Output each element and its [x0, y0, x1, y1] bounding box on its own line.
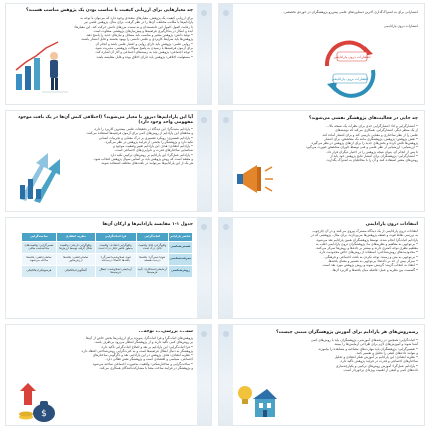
text-line: • پارادایم تفسیری: رویکرد تفسیری بر درک معنایی و تجربیات انسانی	[98, 135, 193, 140]
page-heading: رضه‌روش‌های هر پارادایم برای آموزش پژوهشگران مبتنی چیست؟	[276, 330, 418, 335]
page-ribbon	[219, 111, 233, 211]
text-line: و محققان این پارادایم از روش‌های کمی برای آزمون فرضیه‌ها استفاده می‌کنند.	[85, 131, 193, 136]
text-line: • محدودیت‌های روش‌شناختی: استفاده از روش‌های خاص محدودیت دارد.	[318, 250, 418, 255]
table-cell: واقع‌گرایی تاریخی: واقعیت شکل گرفته توسط ارزش‌ها	[56, 241, 95, 253]
text-line: هر یک از این پارادایم‌ها می‌توانند در بافت‌های مختلف استفاده شوند.	[100, 161, 193, 166]
text-line: برای آزمون فرضیه‌ها یا رسیدن به پاسخ سوالات پژوهشی، مدیریت شود.	[94, 46, 193, 51]
text-line: • روایی علمی: پژوهش باید دارای روایی و اعتبار علمی باشد و انجام آن	[95, 41, 193, 46]
text-line: بر روش‌های کمی تأکید دارند و از پژوهشگر انتظار می‌رود بی‌طرف باشد.	[94, 340, 193, 345]
page-heading: سه...، بررسی...، توجه...	[138, 329, 193, 334]
text-line: • ساخت‌گرایی و ساختارشکنی: واقعیت به‌صورت اجتماعی ساخته می‌شود	[92, 361, 193, 366]
text-line: برای ارزیابی کیفیت یک پژوهش، معیارهای متعددی وجود دارد که می‌توان با توجه به	[80, 16, 193, 20]
text-line: • تولید دانش: پژوهش معتبر و مناسب باید مسائل و نیازهای جدید را پاسخ دهد،	[85, 33, 193, 38]
money-bag-growth-icon	[14, 383, 60, 423]
page-ribbon	[219, 4, 233, 104]
page-heading: چه جایی در فعالیت‌های پژوهشگر نقشی می‌شوند؟	[308, 116, 418, 121]
table-header-cell: عناصر پارادایم	[168, 233, 192, 242]
text-line: با رعایت اصول اصول این دانشمندان و به سمت مرزهای دانش حرکت کند. این معیارها:	[74, 24, 193, 29]
page-heading: انتقادات درون پارادایمی	[365, 222, 418, 227]
text-line: اجتماعی، سیاسی و اقتصادی است و پژوهشگر نقش فعالی دارد.	[105, 357, 193, 362]
text-line: و معتقد است که روش پژوهش باید بر اساس سوال پژوهش انتخاب شود.	[93, 157, 193, 162]
text-line: پژوهش‌ها تلاش کرده و بخش‌های جدید را برای ارتقای پژوهش در نظر می‌گیرد.	[310, 141, 418, 146]
presenter-chart-illustration	[12, 34, 72, 96]
page-4-right	[218, 324, 425, 426]
table-cell: گفتگویی/دیالکتیکی	[56, 265, 95, 277]
page-ribbon	[197, 4, 211, 104]
body-text	[228, 229, 418, 272]
table-cell: تعاملی/ذهنی: یافته‌ها ارزش‌محور	[56, 253, 95, 265]
text-line: • تمرکز بیش از حد بر داده‌ها: بی‌توجهی به تفسیر و معنای یافته‌ها.	[327, 259, 418, 264]
table-row-header: روش‌شناسی	[168, 265, 192, 277]
page-3-left	[5, 217, 212, 319]
text-line: و پژوهشگر در فرایند ساخت معنا با مشارکت‌کنندگان همکاری می‌کند.	[99, 366, 193, 371]
page-2-right	[218, 110, 425, 212]
page-3-right	[218, 217, 425, 319]
diagram-top-label: انتشارات درون پارادایمی	[333, 55, 371, 59]
page-heading: آیا این پارادایم‌ها دیروز با معیار می‌شوند؟ (اختلافی کنش آن‌ها در یک بافت موجود مفهومی واحد وجود دارد)	[18, 115, 193, 126]
idea-building-icon	[235, 381, 277, 421]
text-line: • توجه اجتماعی: پژوهش باید به زمینه‌های اجتماعی و آثار آن اشاره کند.	[95, 50, 193, 55]
table-header-cell: نظریه انتقادی	[56, 233, 95, 242]
text-line: • گسست بین نظریه و عمل: فاصله میان یافته‌ها و کاربرد آن‌ها.	[331, 267, 418, 272]
text-line: علمی را از نظر ساختاری و معنایی بازبینی کند و برای انتشار آماده کند.	[321, 132, 418, 137]
text-line: تا پس از انجام آن، بتوان نتیجه پژوهش را در اختیار دیگران قرار داد.	[326, 149, 418, 154]
page-1-left	[5, 3, 212, 105]
text-line: پارادایم اثبات‌گرا انجام شده، توسط پژوهشگران همین پارادایم نقد می‌شود.	[315, 237, 418, 242]
text-line: • نظریه انتقادی: این پارادایم بر آموزش تفکر انتقادی و تحلیل	[334, 355, 418, 360]
table-header-cell: فرا اثبات‌گرایی	[95, 233, 136, 242]
dollar-sign-icon: $	[41, 409, 47, 419]
text-line: پژوهش‌های اثبات‌گرا و فرا اثبات‌گرا، به‌ویژه برای ارزیابی‌ها بخش خاص از آن‌ها	[86, 336, 193, 340]
body-text	[63, 127, 193, 166]
text-line: • بی‌توجهی به متن و زمینه: توجه نکردن به بافت اجتماعی و فرهنگی.	[323, 254, 418, 259]
table-header-cell: اثبات‌گرایی	[136, 233, 168, 242]
growth-arrows-illustration	[14, 145, 68, 205]
table-cell: هرمنوتیکی/دیالکتیکی	[22, 265, 57, 277]
text-line: • پارادایم انتقادی: هدف این پارادایم تغییر وضعیت موجود و	[113, 144, 193, 149]
table-cell: آزمایشی اصلاح‌شده: ابطال فرضیه‌ها	[95, 265, 136, 277]
text-line: به بررسی نقاط قوت و ضعف پژوهش‌ها می‌پردازند. برای مثال، پژوهشی که در	[310, 233, 418, 238]
table-cell: واقع‌گرایی خام: واقعیت قابل درک است	[136, 241, 168, 253]
body-text	[43, 336, 193, 370]
text-line: • پارادایم مثبت‌گرا: این دیدگاه در تحقیقات علمی بیشترین کاربرد را دارد،	[93, 127, 193, 131]
text-line: • تفسیرگرایی: پژوهشگران باید مهارت‌های مصاحبه و مشاهده را بیاموزند	[318, 346, 418, 351]
bullet-1: انتشاراتی برای به اشتراک‌گذاری آخرین دستاوردهای علمی پیش‌رو پژوهشگران در حوزه‌ی تخصصی.	[283, 10, 418, 14]
text-line: • پارادایم عمل‌گرا: آموزش روش‌های ترکیبی و یکپارچه‌سازی	[335, 363, 418, 368]
text-line: روش‌های معتبر استفاده کنند و آن را با مخاطبان به اشتراک بگذارند.	[325, 158, 418, 163]
text-line: • انتقاد به انتخاب گزینه: گزینش نمونه و روش پژوهش مورد نقد است.	[321, 263, 418, 268]
table-caption: جدول ۱-۱ مقایسه پارادایم‌ها و ارکان آن‌ها	[102, 222, 193, 227]
table-header-row	[22, 233, 193, 242]
text-line: • مسئولیت اخلاقی: پژوهش باید دارای اخلاق بوده و قابل مقایسه باشد.	[95, 54, 193, 59]
text-line: مفاهیم نظری توجه کمتری دارند و بیشتر بر داده‌ها و روش‌ها تمرکز می‌کنند.	[315, 246, 418, 251]
table-header-cell: ساخت‌گرایی	[22, 233, 57, 242]
text-line: • نقش پژوهش: پژوهش، پژوهشگری مانند یک متخصص، برای انتشار	[324, 136, 418, 141]
text-line: • فرا اثبات‌گرایی: این پارادایم بر نقد و اصلاح اثبات‌گرایی تأکید دارد،	[100, 344, 193, 349]
page-4-left	[5, 324, 212, 426]
table-cell: ثنوی/عینی‌گرا: یافته‌ها درست هستند	[136, 253, 168, 265]
text-line: ایده و ابتکار در به‌کارگیری فرضیه‌ها و پیش‌نیازهای پژوهشی متفاوت است	[93, 28, 193, 33]
text-line: • انتشارگرایی و ادا: انتشارگرایی جدی برای نظرات یک نسخه بالا...	[326, 124, 418, 128]
body-text	[268, 124, 418, 163]
text-line: • ارزشیابی: ارزشیابی از نظر علمی و فنی توسط داوران متخصص صورت می‌گیرد	[305, 145, 418, 150]
text-line: شناسایی ساختارهای قدرت و نابرابری‌های اجتماعی است.	[114, 148, 193, 153]
paradigm-comparison-table	[21, 232, 193, 278]
text-line: پژوهش‌ها باید شرایط کاربردی و علمی دانشی را بهبود بخشند و قابل انتشار باشند.	[80, 37, 193, 42]
megaphone-icon	[235, 159, 275, 199]
text-line: • بی‌توجهی به مفاهیم و نظریه‌های ما: پژوهشگران درون پارادایمی اغلب به	[315, 241, 418, 246]
text-line: ساختارهای اجتماعی و قدرت در فرایند پژوهش تأکید دارد.	[339, 359, 418, 364]
body-text	[63, 16, 193, 59]
page-ribbon	[197, 218, 211, 318]
table-row	[22, 253, 193, 265]
text-line: • انتشارگرایی: پژوهشگران برای انتشار نتایج پژوهش خود باید از	[330, 154, 418, 159]
body-text	[268, 338, 418, 372]
text-line: انتقادات درون پارادایمی از یک دیدگاه مشترک پیروی می‌کنند و در آن چارچوب	[312, 229, 418, 233]
text-line: • اثبات‌گرایی: همچنین در رضه‌های آموزشی، پژوهشگران باید با روش‌های کمی	[310, 338, 418, 342]
table-cell: تعاملی/ذهنی: یافته‌ها ساخته می‌شوند	[22, 253, 57, 265]
text-line: داده‌های کمی و کیفی از اهمیت ویژه‌ای برخوردار است.	[343, 368, 418, 373]
page-ribbon	[197, 325, 211, 425]
table-row-header: معرفت‌شناسی	[168, 253, 192, 265]
page-heading: چه معیارهایی برای ارزیابی کیفیت یا مناسب بودن یک پژوهش مناسب هستند؟	[25, 8, 193, 13]
text-line: تکیه دارد و پژوهشگر را بخشی از فرایند پژوهش در نظر می‌گیرد.	[104, 139, 193, 144]
diagram-bottom-label: انتشارات برون پارادایمی	[331, 77, 369, 81]
table-row-header: هستی‌شناسی	[168, 241, 192, 253]
page-1-right	[218, 3, 425, 105]
page-ribbon	[197, 111, 211, 211]
text-line: و بتوانند داده‌های کیفی را تحلیل و تفسیر کنند.	[355, 350, 418, 355]
paradigm-cycle-diagram	[315, 36, 385, 102]
table-cell: نسبی‌گرایی: واقعیت‌های ساخته‌شده محلی	[22, 241, 57, 253]
bullet-2: انتشارات درون پارادایمی	[384, 24, 418, 28]
table-row	[22, 265, 193, 277]
table-row	[22, 241, 193, 253]
table-cell: آزمایشی/دستکاری: تأیید فرضیه‌ها	[136, 265, 168, 277]
text-line: • نظریه انتقادی: هدف پژوهش در این پارادایم، نقد و دگرگونی ساختارهای	[92, 353, 193, 358]
text-line: از یک منظر دیگر، انتشارگرایی، همکاری می‌کند که نوشته‌های	[335, 128, 418, 133]
table-cell: واقع‌گرایی انتقادی: واقعیت به‌طور ناقص قابل درک است	[95, 241, 136, 253]
text-line: پژوهشگر به دنبال ابطال فرضیه‌ها است و به کثرت‌گرایی روش‌شناختی اعتقاد دارد.	[80, 348, 193, 353]
page-ribbon	[219, 325, 233, 425]
page-2-left	[5, 110, 212, 212]
text-line: آشنا شوند و آموزش‌های لازم برای طراحی آزمایش‌ها را ببینند.	[333, 342, 418, 347]
text-line: پارادایم‌ها یا مکاتب مختلف، آن‌ها را در نظر گرفت. برای مثال، پژوهش علمی نیز	[84, 20, 193, 25]
table-cell: ثنوی اصلاح‌شده/عینی‌گرا: یافته‌ها احتمالاً درست‌اند	[95, 253, 136, 265]
text-line: • پارادایم عمل‌گرا: این پارادایم بر روش‌های ترکیبی تکیه دارد	[110, 152, 193, 157]
